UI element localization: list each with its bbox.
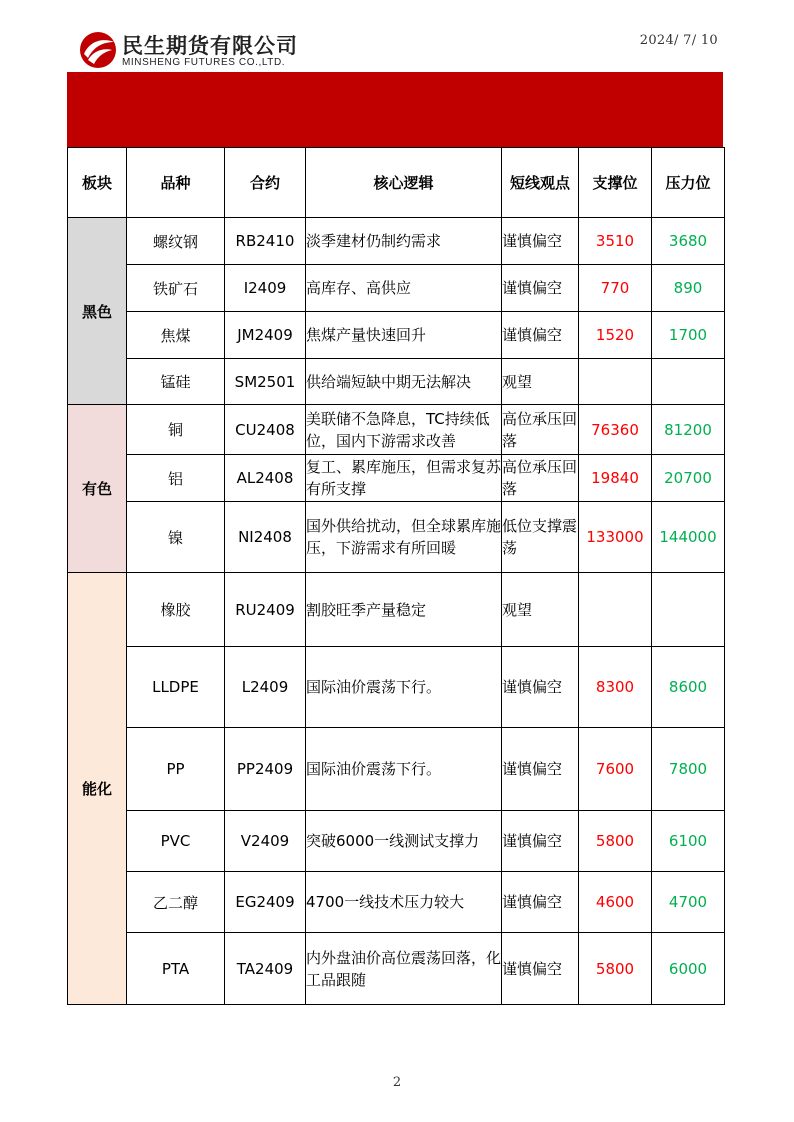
support-cell: 5800 [579,811,652,872]
view-cell: 谨慎偏空 [502,312,579,359]
header-support: 支撑位 [579,148,652,218]
resistance-cell: 81200 [652,405,725,455]
page-header [0,0,794,72]
table-row [68,405,725,455]
view-cell: 谨慎偏空 [502,218,579,265]
view-cell: 高位承压回落 [502,405,579,455]
table-row [68,502,725,573]
view-cell: 观望 [502,573,579,647]
logic-cell: 内外盘油价高位震荡回落，化工品跟随 [306,933,502,1005]
support-cell: 770 [579,265,652,312]
view-cell: 谨慎偏空 [502,811,579,872]
sector-cell-chemicals: 能化 [68,573,127,1005]
contract-cell: AL2408 [225,455,306,502]
support-cell [579,359,652,405]
title-banner [67,72,723,147]
variety-cell: 螺纹钢 [127,218,225,265]
company-name-en: MINSHENG FUTURES CO.,LTD. [122,57,286,68]
table-row [68,811,725,872]
resistance-cell: 3680 [652,218,725,265]
support-cell: 3510 [579,218,652,265]
resistance-cell: 144000 [652,502,725,573]
logic-cell: 国际油价震荡下行。 [306,728,502,811]
support-cell: 5800 [579,933,652,1005]
logic-cell: 突破6000一线测试支撑力 [306,811,502,872]
support-cell: 19840 [579,455,652,502]
header-variety: 品种 [127,148,225,218]
view-cell: 谨慎偏空 [502,728,579,811]
variety-cell: 橡胶 [127,573,225,647]
resistance-cell [652,573,725,647]
table-header-row [68,148,725,218]
support-cell: 76360 [579,405,652,455]
sector-cell-black: 黑色 [68,218,127,405]
company-logo [78,28,318,72]
view-cell: 低位支撑震荡 [502,502,579,573]
resistance-cell: 7800 [652,728,725,811]
table-row [68,933,725,1005]
contract-cell: NI2408 [225,502,306,573]
contract-cell: I2409 [225,265,306,312]
header-contract: 合约 [225,148,306,218]
resistance-cell: 6000 [652,933,725,1005]
logic-cell: 割胶旺季产量稳定 [306,573,502,647]
page-number: 2 [392,1075,402,1090]
logic-cell: 美联储不急降息，TC持续低位，国内下游需求改善 [306,405,502,455]
variety-cell: PTA [127,933,225,1005]
report-date: 2024/ 7/ 10 [639,33,718,48]
contract-cell: SM2501 [225,359,306,405]
header-resistance: 压力位 [652,148,725,218]
logic-cell: 焦煤产量快速回升 [306,312,502,359]
table-row [68,728,725,811]
resistance-cell: 20700 [652,455,725,502]
contract-cell: PP2409 [225,728,306,811]
contract-cell: L2409 [225,647,306,728]
sector-cell-nonferrous: 有色 [68,405,127,573]
company-name-cn: 民生期货有限公司 [122,34,298,58]
variety-cell: 焦煤 [127,312,225,359]
variety-cell: LLDPE [127,647,225,728]
logic-cell: 4700一线技术压力较大 [306,872,502,933]
resistance-cell [652,359,725,405]
logic-cell: 国际油价震荡下行。 [306,647,502,728]
logic-cell: 国外供给扰动，但全球累库施压，下游需求有所回暖 [306,502,502,573]
view-cell: 观望 [502,359,579,405]
table-row [68,218,725,265]
view-cell: 谨慎偏空 [502,647,579,728]
header-short-view: 短线观点 [502,148,579,218]
support-cell: 7600 [579,728,652,811]
support-cell: 133000 [579,502,652,573]
contract-cell: V2409 [225,811,306,872]
contract-cell: JM2409 [225,312,306,359]
logic-cell: 供给端短缺中期无法解决 [306,359,502,405]
view-cell: 谨慎偏空 [502,265,579,312]
table-row [68,573,725,647]
resistance-cell: 8600 [652,647,725,728]
logic-cell: 复工、累库施压，但需求复苏有所支撑 [306,455,502,502]
resistance-cell: 890 [652,265,725,312]
variety-cell: 镍 [127,502,225,573]
logic-cell: 淡季建材仍制约需求 [306,218,502,265]
contract-cell: TA2409 [225,933,306,1005]
support-cell [579,573,652,647]
resistance-cell: 4700 [652,872,725,933]
contract-cell: EG2409 [225,872,306,933]
table-row [68,312,725,359]
support-cell: 8300 [579,647,652,728]
table-row [68,359,725,405]
logic-cell: 高库存、高供应 [306,265,502,312]
contract-cell: RU2409 [225,573,306,647]
contract-cell: RB2410 [225,218,306,265]
variety-cell: 锰硅 [127,359,225,405]
table-row [68,872,725,933]
contract-cell: CU2408 [225,405,306,455]
header-core-logic: 核心逻辑 [306,148,502,218]
resistance-cell: 1700 [652,312,725,359]
variety-cell: 铝 [127,455,225,502]
resistance-cell: 6100 [652,811,725,872]
support-cell: 4600 [579,872,652,933]
view-cell: 高位承压回落 [502,455,579,502]
logo-mark-icon [78,30,118,70]
view-cell: 谨慎偏空 [502,933,579,1005]
table-row [68,455,725,502]
support-cell: 1520 [579,312,652,359]
variety-cell: 铁矿石 [127,265,225,312]
header-sector: 板块 [68,148,127,218]
strategy-table [67,147,725,1005]
variety-cell: PP [127,728,225,811]
variety-cell: 铜 [127,405,225,455]
variety-cell: 乙二醇 [127,872,225,933]
table-row [68,265,725,312]
variety-cell: PVC [127,811,225,872]
table-row [68,647,725,728]
view-cell: 谨慎偏空 [502,872,579,933]
